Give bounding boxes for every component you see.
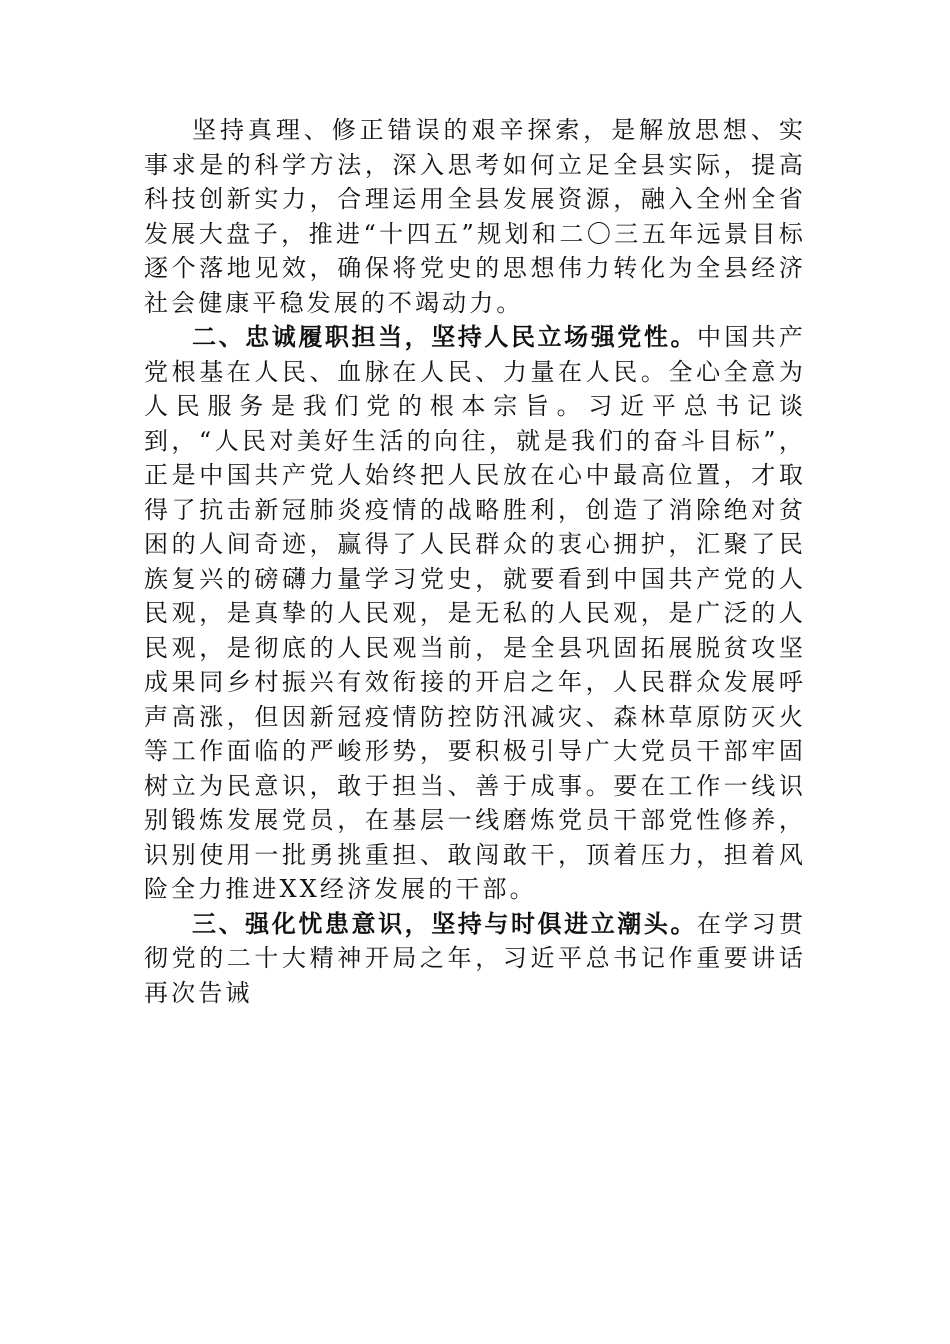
paragraph-2-text: 中国共产党根基在人民、血脉在人民、力量在人民。全心全意为人民服务是我们党的根本宗旨。习近平总书记谈到，“人民对美好生活的向往，就是我们的奋斗目标”，正是中国共产党人始终把人民放在心中最高位置，才取得了抗击新冠肺炎疫情的战略胜利，创造了消除绝对贫困的人间奇迹，赢得了人民群众的衷心拥护，汇聚了民族复兴的磅礴力量学习党史，就要看到中国共产党的人民观，是真挚的人民观，是无私的人民观，是广泛的人民观，是彻底的人民观当前，是全县巩固拓展脱贫攻坚成果同乡村振兴有效衔接的开启之年，人民群众发展呼声高涨，但因新冠疫情防控防汛减灾、森林草原防灭火等工作面临的严峻形势，要积极引导广大党员干部牢固树立为民意识，敢于担当、善于成事。要在工作一线识别锻炼发展党员，在基层一线磨炼党员干部党性修养，识别使用一批勇挑重担、敢闯敢干，顶着压力，担着风险全力推进XX经济发展的干部。 xyxy=(144,323,806,903)
document-body xyxy=(144,113,806,1010)
paragraph-1 xyxy=(144,113,806,320)
section-3-heading: 三、强化忧患意识，坚持与时俱进立潮头。 xyxy=(192,909,698,938)
paragraph-3 xyxy=(144,907,806,1011)
section-2-heading: 二、忠诚履职担当，坚持人民立场强党性。 xyxy=(192,323,698,351)
paragraph-2 xyxy=(144,320,806,907)
paragraph-3-text: 在学习贯彻党的二十大精神开局之年，习近平总书记作重要讲话再次告诫 xyxy=(144,909,806,1007)
paragraph-1-text: 坚持真理、修正错误的艰辛探索，是解放思想、实事求是的科学方法，深入思考如何立足全县实际，提高科技创新实力，合理运用全县发展资源，融入全州全省发展大盘子，推进“十四五”规划和二〇三五年远景目标逐个落地见效，确保将党史的思想伟力转化为全县经济社会健康平稳发展的不竭动力。 xyxy=(144,116,806,317)
